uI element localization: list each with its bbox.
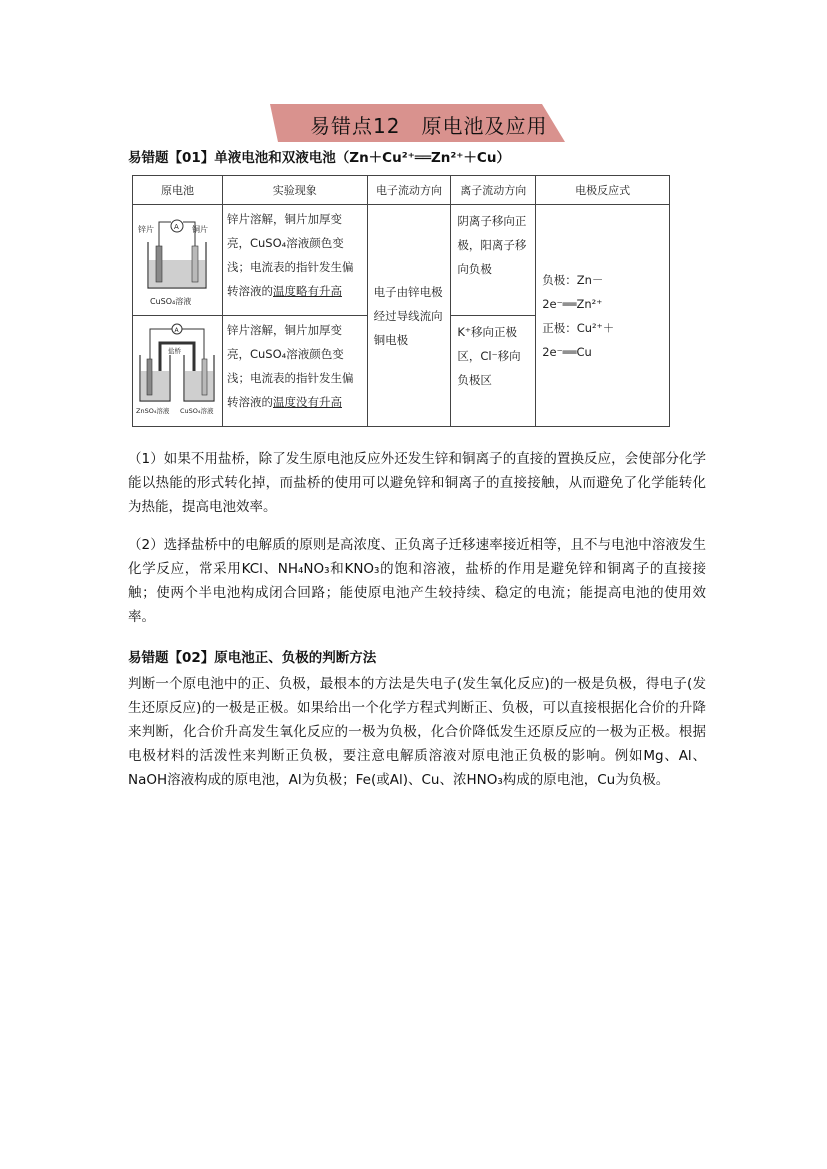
observation-cell	[222, 205, 367, 316]
ion-flow-cell	[451, 316, 536, 427]
observation-cell	[222, 316, 367, 427]
left-solution-fill	[141, 371, 169, 400]
right-solution-fill	[185, 371, 213, 400]
diagram-label-zinc: 锌片	[138, 225, 155, 234]
copper-electrode	[202, 359, 207, 395]
zinc-electrode	[156, 246, 162, 282]
diagram-label-right-solution: CuSO₄溶液	[180, 407, 214, 415]
ion-flow-text: 阴离子移向正极，阳离子移向负极	[457, 214, 527, 276]
table-header: 电子流动方向	[367, 176, 451, 205]
table-header-row	[133, 176, 670, 205]
wire-left	[159, 222, 171, 246]
double-cell-diagram-cell	[133, 316, 223, 427]
diagram-label-solution: CuSO₄溶液	[150, 297, 192, 306]
copper-electrode	[192, 246, 198, 282]
observation-underlined: 温度略有升高	[272, 284, 342, 298]
positive-electrode-reaction: 正极：Cu²⁺＋2e⁻══Cu	[542, 320, 615, 359]
negative-electrode-reaction: 负极：Zn－2e⁻══Zn²⁺	[542, 272, 604, 311]
table-header: 离子流动方向	[451, 176, 536, 205]
electron-flow-text: 电子由锌电极经过导线流向铜电极	[373, 284, 443, 347]
diagram-label-copper: 铜片	[192, 225, 209, 234]
diagram-label-bridge: 盐桥	[168, 347, 182, 355]
table-header: 原电池	[133, 176, 223, 205]
section2-heading: 易错题【02】原电池正、负极的判断方法	[128, 650, 377, 666]
ammeter-label: A	[174, 327, 180, 334]
paragraph-1: （1）如果不用盐桥，除了发生原电池反应外还发生锌和铜离子的直接的置换反应，会使部分化学能以热能的形式转化掉，而盐桥的使用可以避免锌和铜离子的直接接触，从而避免了化学能转化为热能，提高电池效率。	[128, 451, 706, 515]
zinc-electrode	[147, 359, 152, 395]
ion-flow-cell	[451, 205, 536, 316]
observation-text: 锌片溶解，铜片加厚变亮，CuSO₄溶液颜色变浅；电流表的指针发生偏转溶液的	[226, 212, 354, 298]
electrode-reaction-cell	[536, 205, 670, 427]
observation-text: 锌片溶解，铜片加厚变亮，CuSO₄溶液颜色变浅；电流表的指针发生偏转溶液的	[226, 323, 354, 409]
title-banner	[270, 104, 565, 142]
table-header: 电极反应式	[536, 176, 670, 205]
electron-flow-cell	[367, 205, 451, 427]
observation-underlined: 温度没有升高	[272, 395, 342, 409]
paragraph-3: 判断一个原电池中的正、负极，最根本的方法是失电子(发生氧化反应)的一极是负极，得电子(发生还原反应)的一极是正极。如果给出一个化学方程式判断正、负极，可以直接根据化合价的升降来判断，化合价升高发生氧化反应的一极为负极，化合价降低发生还原反应的一极为正极。根据电极材料的活泼性来判断正负极，要注意电解质溶液对原电池正负极的影响。例如Mg、Al、NaOH溶液构成的原电池，Al为负极；Fe(或Al)、Cu、浓HNO₃构成的原电池，Cu为负极。	[128, 676, 706, 788]
single-cell-diagram-cell	[133, 205, 223, 316]
section1-heading: 易错题【01】单液电池和双液电池（Zn＋Cu²⁺══Zn²⁺＋Cu）	[128, 150, 510, 166]
ammeter-label: A	[174, 223, 180, 231]
salt-bridge-cell-diagram	[134, 319, 220, 423]
table-header: 实验现象	[222, 176, 367, 205]
ion-flow-text: K⁺移向正极区，Cl⁻移向负极区	[457, 325, 521, 387]
paragraph-2: （2）选择盐桥中的电解质的原则是高浓度、正负离子迁移速率接近相等，且不与电池中溶液发生化学反应，常采用KCl、NH₄NO₃和KNO₃的饱和溶液，盐桥的作用是避免锌和铜离子的直接接触；使两个半电池构成闭合回路；能使原电池产生较持续、稳定的电流；能提高电池的使用效率。	[128, 537, 706, 625]
cell-table	[132, 175, 670, 427]
diagram-label-left-solution: ZnSO₄溶液	[136, 407, 170, 415]
single-liquid-cell-diagram	[134, 208, 220, 312]
page-title: 易错点12 原电池及应用	[310, 114, 548, 138]
table-row	[133, 205, 670, 316]
